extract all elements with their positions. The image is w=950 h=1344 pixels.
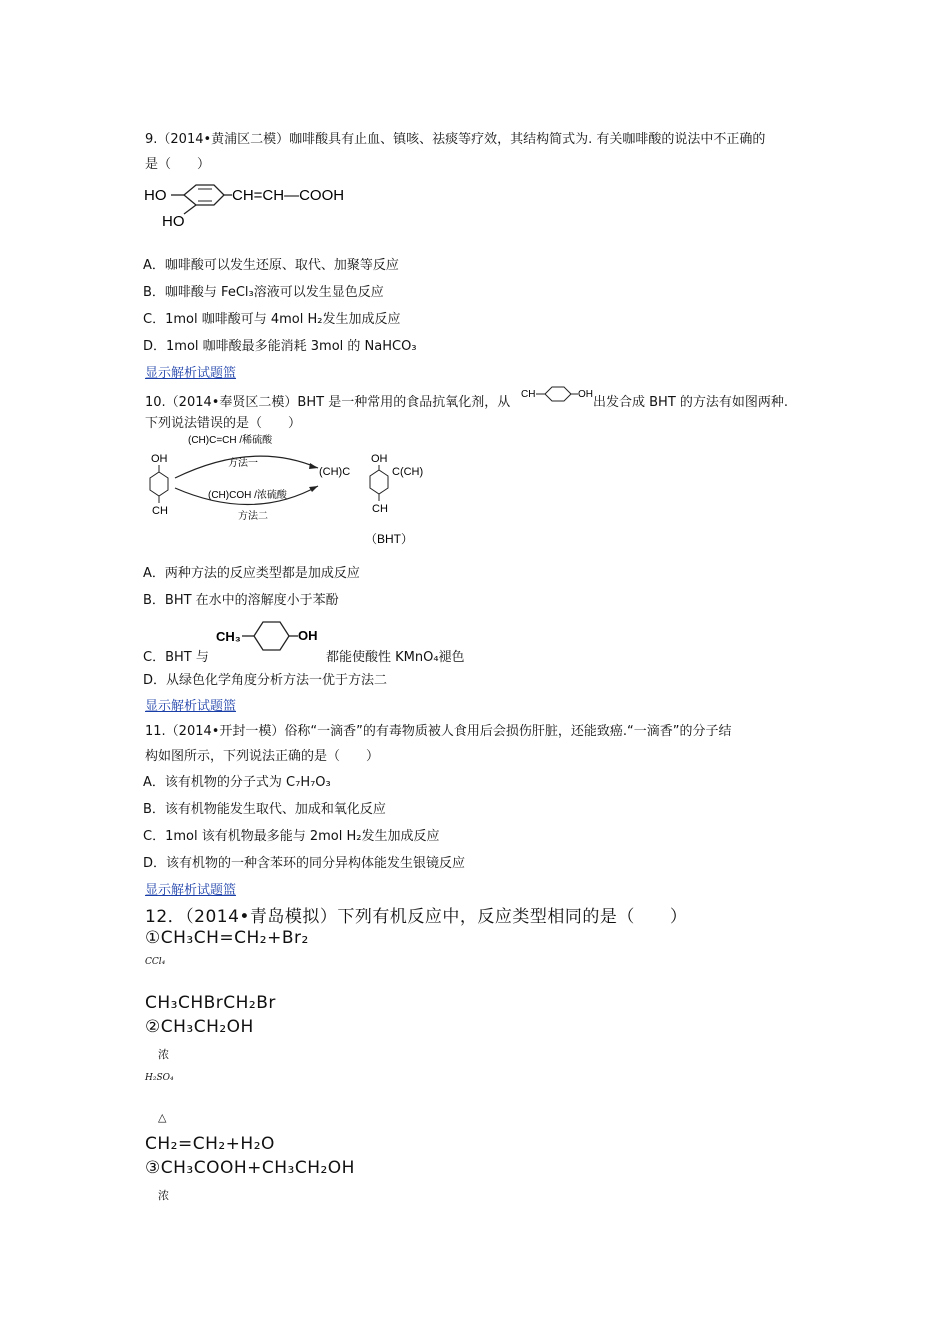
- option-ch3-label: CH₃: [216, 629, 241, 644]
- method-1: 方法一: [228, 458, 258, 469]
- q9-option-b: B．咖啡酸与 FeCl₃溶液可以发生显色反应: [143, 285, 384, 300]
- q10-stem-line1-b: 出发合成 BHT 的方法有如图两种.: [593, 395, 789, 410]
- p-cresol-option-structure: [214, 618, 326, 652]
- q10-option-d: D．从绿色化学角度分析方法一优于方法二: [143, 673, 388, 688]
- q9-stem-line2: 是（ ）: [145, 157, 211, 172]
- struct-chain: CH=CH—COOH: [232, 187, 345, 204]
- q11-show-analysis-link[interactable]: 显示解析试题篮: [145, 883, 237, 898]
- q10-show-analysis-link[interactable]: 显示解析试题篮: [145, 699, 237, 714]
- q11-option-c: C．1mol 该有机物最多能与 2mol H₂发生加成反应: [143, 829, 440, 844]
- q12-reaction2-reactants: ②CH₃CH₂OH: [145, 1017, 254, 1037]
- q9-stem-line1: 9.（2014•黄浦区二模）咖啡酸具有止血、镇咳、祛痰等疗效，其结构简式为. 有关咖啡酸的说法中不正确的: [145, 132, 766, 147]
- q12-reaction1-condition: CCl₄: [145, 957, 166, 967]
- product-oh: OH: [371, 453, 388, 465]
- start-oh: OH: [151, 453, 168, 465]
- q12-reaction2-cond-h2so4: H₂SO₄: [145, 1073, 174, 1083]
- q12-reaction2-cond-conc: 浓: [158, 1048, 169, 1061]
- reagent-2: (CH)COH /浓硫酸: [208, 490, 287, 501]
- q12-stem: 12．（2014•青岛模拟）下列有机反应中，反应类型相同的是（ ）: [145, 907, 688, 927]
- q10-option-c-a: C．BHT 与: [143, 650, 209, 665]
- q11-stem-line2: 构如图所示，下列说法正确的是（ ）: [145, 749, 380, 764]
- product-bht-label: （BHT）: [365, 532, 414, 546]
- product-right-group: C(CH): [392, 466, 424, 478]
- p-cresol-inline-structure: [521, 384, 593, 408]
- bht-synthesis-scheme: [143, 430, 443, 550]
- inline-oh-label: OH: [578, 389, 593, 400]
- product-ch: CH: [372, 503, 388, 515]
- q9-option-c: C．1mol 咖啡酸可与 4mol H₂发生加成反应: [143, 312, 401, 327]
- struct-ho-bottom: HO: [162, 213, 185, 230]
- q11-option-a: A．该有机物的分子式为 C₇H₇O₃: [143, 775, 331, 790]
- q9-option-a: A．咖啡酸可以发生还原、取代、加聚等反应: [143, 258, 399, 273]
- start-ch: CH: [152, 505, 168, 517]
- q10-option-c-b: 都能使酸性 KMnO₄褪色: [326, 650, 465, 665]
- q12-reaction3-cond-conc: 浓: [158, 1189, 169, 1202]
- q9-option-d: D．1mol 咖啡酸最多能消耗 3mol 的 NaHCO₃: [143, 339, 417, 354]
- q10-stem-line1-a: 10.（2014•奉贤区二模）BHT 是一种常用的食品抗氧化剂，从: [145, 395, 511, 410]
- q10-stem-line2: 下列说法错误的是（ ）: [145, 416, 302, 431]
- q12-reaction1-reactants: ①CH₃CH=CH₂+Br₂: [145, 928, 309, 948]
- q11-stem-line1: 11.（2014•开封一模）俗称“一滴香”的有毒物质被人食用后会损伤肝脏，还能致癌.“一滴香”的分子结: [145, 724, 732, 739]
- q10-option-a: A．两种方法的反应类型都是加成反应: [143, 566, 360, 581]
- q10-option-b: B．BHT 在水中的溶解度小于苯酚: [143, 593, 339, 608]
- q11-option-d: D．该有机物的一种含苯环的同分异构体能发生银镜反应: [143, 856, 466, 871]
- q12-reaction1-product: CH₃CHBrCH₂Br: [145, 993, 276, 1013]
- q11-option-b: B．该有机物能发生取代、加成和氧化反应: [143, 802, 386, 817]
- method-2: 方法二: [238, 511, 268, 522]
- q12-reaction2-product: CH₂=CH₂+H₂O: [145, 1134, 275, 1154]
- reagent-1: (CH)C=CH /稀硫酸: [188, 435, 273, 446]
- product-left-group: (CH)C: [319, 466, 351, 478]
- caffeic-acid-structure: [144, 176, 369, 232]
- q9-show-analysis-link[interactable]: 显示解析试题篮: [145, 366, 237, 381]
- option-oh-label: OH: [298, 628, 318, 643]
- struct-ho-top: HO: [144, 187, 167, 204]
- q12-reaction2-cond-heat: △: [158, 1111, 167, 1124]
- inline-ch-label: CH: [521, 389, 536, 400]
- q12-reaction3-reactants: ③CH₃COOH+CH₃CH₂OH: [145, 1158, 355, 1178]
